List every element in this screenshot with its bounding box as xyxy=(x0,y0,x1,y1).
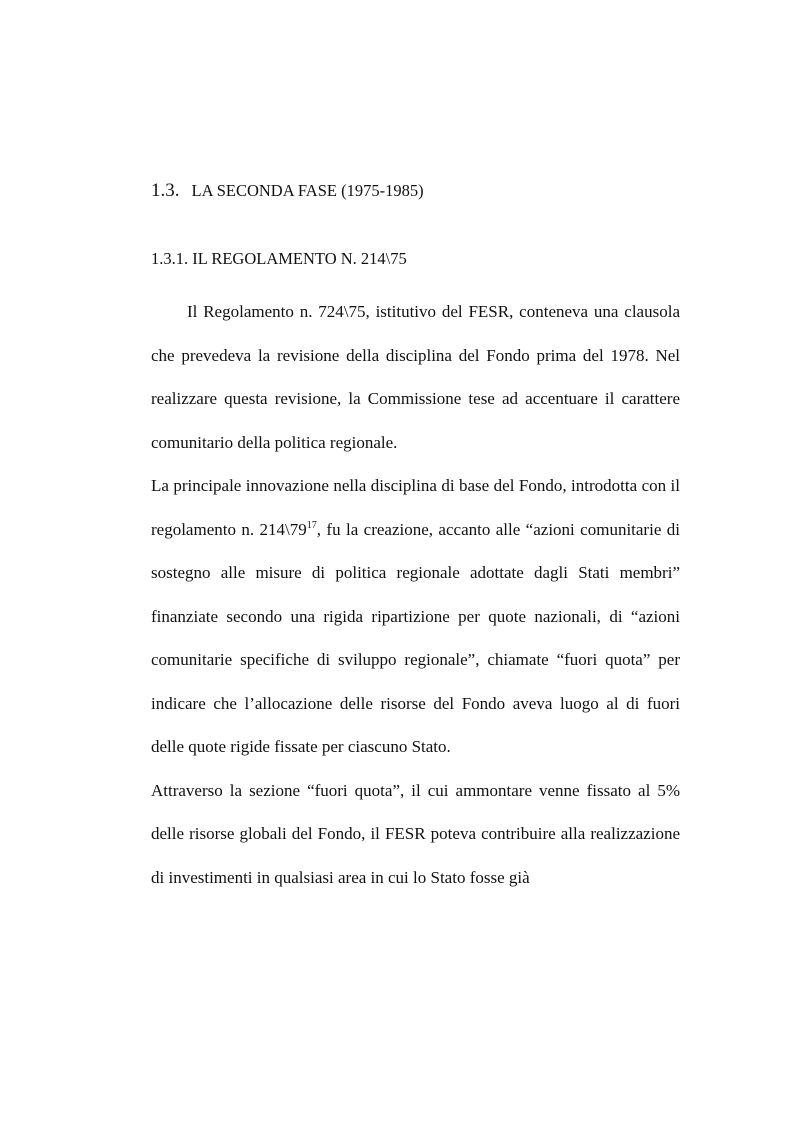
footnote-ref-17: 17 xyxy=(306,519,317,531)
paragraph-2-text-after-note: , fu la creazione, accanto alle “azioni comunitarie di sostegno alle misure di politica regionale adottate dagli Stati membri” finanziate secondo una rigida ripartizione per quote nazionali, di “azioni comunitarie specifiche di sviluppo regionale”, chiamate “fuori quota” per indicare che l’allocazione delle risorse del Fondo aveva luogo al di fuori delle quote rigide fissate per ciascuno Stato. xyxy=(151,519,680,756)
paragraph-2 xyxy=(151,464,680,769)
paragraph-2-text-before-note: La principale innovazione nella disciplina di base del Fondo, introdotta con il regolamento n. 214\79 xyxy=(151,476,680,539)
section-title: LA SECONDA FASE (1975-1985) xyxy=(191,181,424,200)
section-heading xyxy=(151,178,424,203)
paragraph-1: Il Regolamento n. 724\75, istitutivo del FESR, conteneva una clausola che prevedeva la revisione della disciplina del Fondo prima del 1978. Nel realizzare questa revisione, la Commissione tese ad accentuare il carattere comunitario della politica regionale. xyxy=(151,302,680,452)
subsection-heading: 1.3.1. IL REGOLAMENTO N. 214\75 xyxy=(151,249,407,268)
paragraph-3: Attraverso la sezione “fuori quota”, il cui ammontare venne fissato al 5% delle risorse globali del Fondo, il FESR poteva contribuire alla realizzazione di investimenti in qualsiasi area in cui lo Stato fosse già xyxy=(151,780,680,887)
body-text xyxy=(151,290,680,899)
section-number: 1.3. xyxy=(151,180,180,201)
